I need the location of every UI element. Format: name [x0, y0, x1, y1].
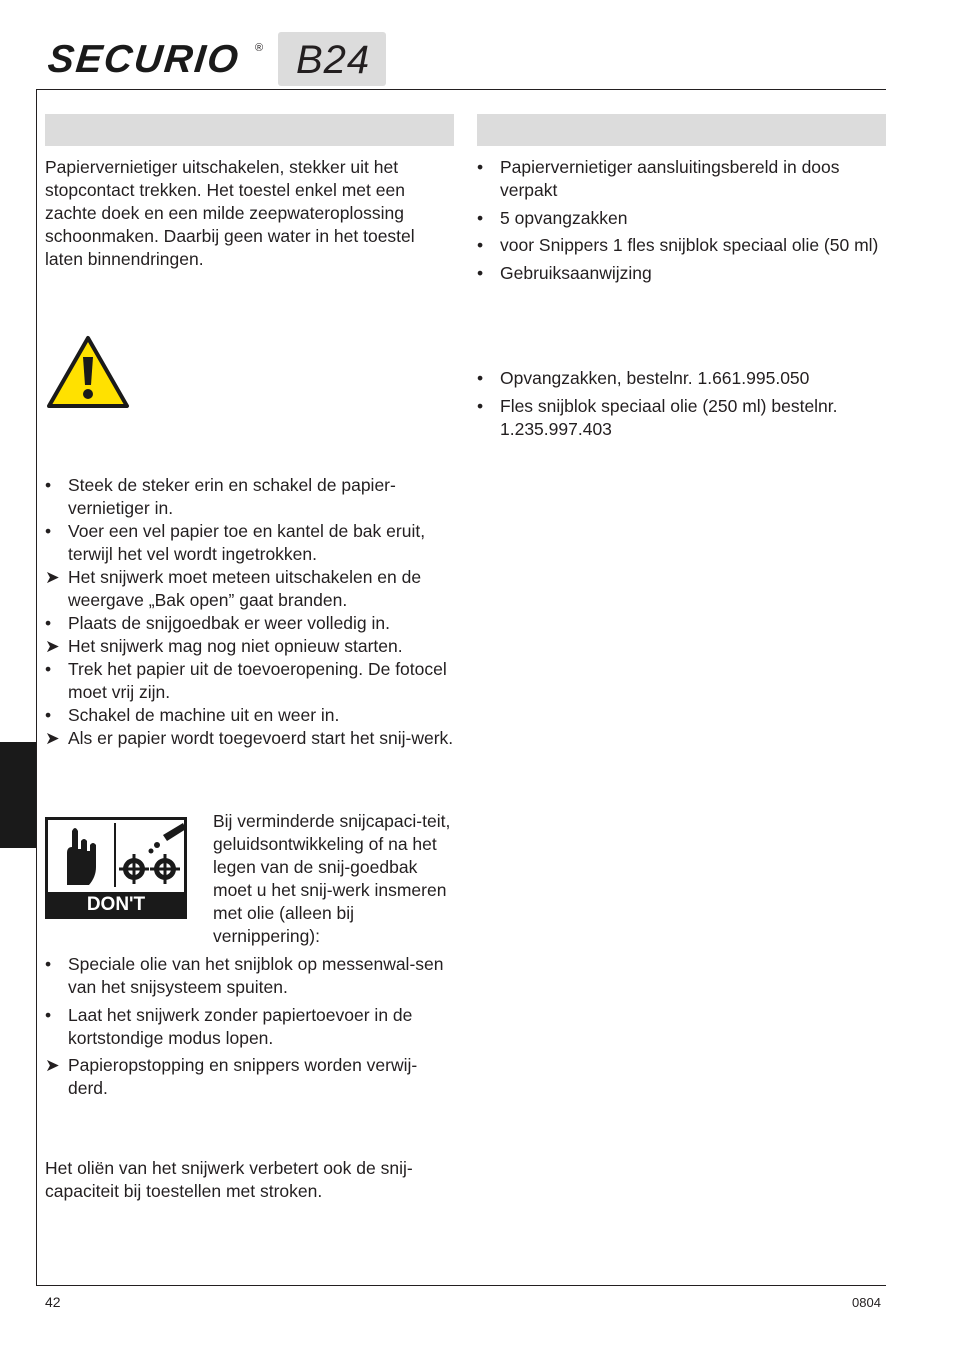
frame-top-rule [36, 89, 886, 90]
bullet-marker: • [45, 954, 52, 974]
bullet-marker: • [45, 613, 52, 633]
list-item [45, 953, 457, 999]
list-item [45, 635, 457, 658]
cleaning-paragraph: Papiervernietiger uitschakelen, stekker uit het stopcontact trekken. Het toestel enkel met een zachte doek en een milde zeepwateroplossing schoonmaken. Daarbij geen water in het toestel laten binnendringen. [45, 157, 415, 269]
delivery-list [477, 156, 889, 289]
bullet-marker: • [477, 207, 484, 228]
bullet-marker: • [45, 475, 52, 495]
list-item [45, 658, 457, 704]
list-item-text: Opvangzakken, bestelnr. 1.661.995.050 [500, 368, 810, 388]
list-item-text: 5 opvangzakken [500, 207, 628, 228]
section-bar-left [45, 114, 454, 146]
list-item-text: Steek de steker erin en schakel de papier-vernietiger in. [68, 475, 396, 518]
document-code: 0804 [852, 1295, 881, 1310]
page-number: 42 [45, 1294, 61, 1310]
accessory-list [477, 367, 889, 445]
list-item [477, 234, 889, 257]
list-item-text: Schakel de machine uit en weer in. [68, 705, 340, 725]
list-item [45, 727, 457, 750]
list-item [45, 704, 457, 727]
bullet-marker: • [477, 235, 484, 255]
dont-forget-label: DON'T FORGET [76, 894, 156, 941]
registered-mark: ® [255, 42, 264, 54]
list-item-text: Laat het snijwerk zonder papiertoevoer in de kortstondige modus lopen. [68, 1004, 413, 1048]
list-item-text: Papiervernietiger aansluitingsbereld in doos verpakt [500, 157, 840, 200]
list-item-text: Plaats de snijgoedbak er weer volledig in. [68, 613, 390, 633]
list-item [477, 207, 889, 230]
frame-left-rule [36, 89, 37, 1286]
section-bar-right [477, 114, 886, 146]
oil-intro-paragraph: Bij verminderde snijcapaci-teit, geluidsontwikkeling of na het legen van de snij-goedbak moet u het snij-werk insmeren met olie (alleen bij vernippering): [213, 811, 451, 946]
oil-steps-list [45, 953, 457, 1105]
oil-maintenance-icon [45, 817, 187, 941]
list-item-text: Fles snijblok speciaal olie (250 ml) bestelnr. 1.235.997.403 [500, 395, 838, 439]
list-item [45, 612, 457, 635]
bullet-marker: • [477, 368, 484, 388]
language-side-tab [0, 742, 36, 848]
check-steps-list [45, 474, 457, 750]
bullet-marker: • [45, 521, 52, 541]
result-arrow-icon: ➤ [45, 728, 60, 748]
bullet-marker: • [45, 1004, 52, 1025]
result-arrow-icon: ➤ [45, 567, 60, 587]
bullet-marker: • [477, 395, 484, 416]
frame-bottom-rule [36, 1285, 886, 1286]
result-arrow-icon: ➤ [45, 1055, 60, 1075]
bullet-marker: • [477, 157, 484, 177]
bullet-marker: • [45, 705, 52, 725]
list-item [45, 1004, 457, 1050]
bullet-marker: • [477, 262, 484, 283]
list-item-text: Speciale olie van het snijblok op messenwal-sen van het snijsysteem spuiten. [68, 954, 444, 997]
result-arrow-icon: ➤ [45, 636, 60, 656]
list-item [45, 520, 457, 566]
list-item-text: Trek het papier uit de toevoeropening. De fotocel moet vrij zijn. [68, 659, 447, 702]
warning-triangle-icon [46, 335, 130, 414]
list-item-text: Het snijwerk mag nog niet opnieuw starten. [68, 636, 403, 656]
list-item-text: Als er papier wordt toegevoerd start het snij-werk. [68, 728, 454, 748]
list-item [477, 262, 889, 285]
list-item [477, 156, 889, 202]
list-item [477, 367, 889, 390]
oil-note-paragraph: Het oliën van het snijwerk verbetert ook de snij-capaciteit bij toestellen met stroken. [45, 1158, 413, 1201]
list-item [45, 566, 457, 612]
list-item-text: voor Snippers 1 fles snijblok speciaal olie (50 ml) [500, 235, 879, 255]
bullet-marker: • [45, 659, 52, 679]
list-item-text: Voer een vel papier toe en kantel de bak eruit, terwijl het vel wordt ingetrokken. [68, 521, 426, 564]
list-item-text: Papieropstopping en snippers worden verwij-derd. [68, 1055, 418, 1098]
list-item [45, 474, 457, 520]
list-item [477, 395, 889, 441]
list-item-text: Gebruiksaanwijzing [500, 262, 652, 283]
list-item-text: Het snijwerk moet meteen uitschakelen en de weergave „Bak open” gaat branden. [68, 567, 422, 610]
list-item [45, 1054, 457, 1100]
brand-logo: SECURIO [45, 38, 243, 81]
model-name: B24 [296, 38, 371, 82]
